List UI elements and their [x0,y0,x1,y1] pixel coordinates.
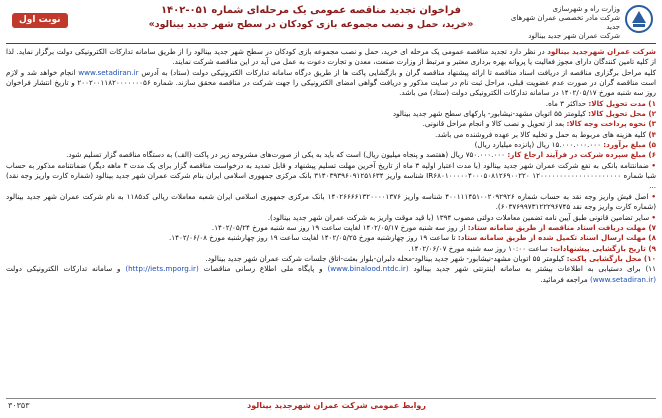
condition-item [6,213,656,223]
condition-label: ۱۰) محل بازگشایی پاکت: [566,253,656,263]
condition-label: ۸) مهلت ارسال اسناد تکمیل شده از طریق سامانه ستاد: [457,233,656,243]
setad-link[interactable]: www.setadiran.ir [78,67,139,77]
condition-item [6,99,656,109]
conditions-list [6,99,656,265]
condition-item [6,161,656,192]
info-paragraph [6,264,656,285]
notice-header [6,3,656,44]
procedure-text: کلیه مراحل برگزاری مناقصه از دریافت اسناد مناقصه تا ارائه پیشنهاد مناقصه گران و بازگشایی پاکت ها از طریق درگاه سامانه تدارکات الکترونیکی دولت (ستاد) به آدرس [138,67,656,77]
condition-text: ساعت ۱۰:۰۰ روز سه شنبه مورخ ۱۴۰۲/۰۶/۰۷. [408,243,551,253]
condition-item [6,244,656,254]
info-text-c: و سامانه تدارکات الکترونیکی دولت [6,264,126,274]
condition-label: ۷) مهلت دریافت اسناد مناقصه از طریق سامانه ستاد: [467,222,656,232]
condition-text: ۷۵۰.۰۰۰.۰۰۰ ریال (هفتصد و پنجاه میلیون ریال) است که باید به یکی از صورت‌های مشروحه زیر در پاکت (الف) به دستگاه مناقصه گزار تسلیم شود. [66,150,508,160]
condition-label: • [651,160,656,170]
intro-text: در نظر دارد تجدید مناقصه عمومی یک مرحله ای خرید، حمل و نصب مجموعه بازی کودکان در سطح شهر جدید بینالود را از طریق سامانه تدارکات الکترونیکی دولت برگزار نماید. لذا از کلیه تامین کنندگان دارای مجوز فعالیت یا پروانه بهره برداری معتبر و مرتبط از وزارت صنعت، معدن و تجارت دعوت به عمل می آید در این مناقصه شرکت نمایند. [6,47,656,67]
condition-text: کلیه هزینه های مربوط به حمل و تخلیه کالا بر عهده فروشنده می باشد. [435,129,649,139]
ministry-logo-icon [624,4,654,34]
publication-code: ۳۰۳۵۳ [8,401,30,410]
condition-item [6,192,656,213]
condition-text: ۱۵.۰۰۰.۰۰۰.۰۰۰ ریال (پانزده میلیارد ریال) [474,140,604,150]
condition-label: ۵) مبلغ برآورد: [603,140,656,150]
condition-text: اصل فیش واریز وجه نقد به حساب شماره ۴۰۰۱۱۱۴۵۱۰۰۲۰۹۲۹۲۶ شناسه واریز ۱۴۰۲۶۶۶۶۱۳۲۰۰۰۰۱۳۷۶ بانک مرکزی جمهوری اسلامی ایران شعبه معاملات ریالی کد۱۱۸۵ به نام شرکت عمران شهر جدید بینالود (شماره کارت واریز وجه نقد ۶۰۳۷۶۹۹۷۳۱۲۲۲۹۶۷۴۵). [6,191,656,212]
organization-block [502,5,620,41]
condition-label: ۹) تاریخ بازگشایی پیشنهادات: [550,243,656,253]
public-relations-signature: روابط عمومی شرکت عمران شهرجدید بینالود [247,401,426,410]
condition-text: کیلومتر ۵۵ اتوبان مشهد-نیشابور- شهر جدید بینالود-محله دلبران-بلوار بعثت-اتاق جلسات شرکت عمران شهر جدید بینالود. [205,253,567,263]
condition-item [6,254,656,264]
condition-item [6,223,656,233]
condition-item [6,119,656,129]
condition-label: • [651,191,656,201]
notice-body [6,47,656,285]
condition-label: ۲) محل تحویل کالا: [588,109,656,119]
condition-text: سایر تضامین قانونی طبق آیین نامه تضمین معاملات دولتی مصوب ۱۳۹۴ (با قید موقت واریز به شرکت عمران شهر جدید بینالود). [267,212,652,222]
condition-text: از روز سه شنبه مورخ ۱۴۰۲/۰۵/۱۷ لغایت ساعت ۱۹ روز سه شنبه مورخ ۱۴۰۲/۰۵/۲۴. [211,222,468,232]
title-block [126,4,496,32]
info-text-a: ۱۱) برای دستیابی به اطلاعات بیشتر به سامانه اینترنتی شهر جدید بینالود [408,264,656,274]
org-line-parent-company: شرکت مادر تخصصی عمران شهرهای جدید [510,14,620,31]
notice-subtitle: «خرید، حمل و نصب مجموعه بازی کودکان در سطح شهر جدید بینالود» [148,19,474,30]
iets-link[interactable]: (http://iets.mporg.ir) [125,264,199,274]
condition-label: ۴) [648,129,656,139]
info-text-d: مراجعه فرمائید. [540,274,591,284]
intro-lead: شرکت عمران شهرجدید بینالود [547,47,656,56]
condition-item [6,140,656,150]
condition-text: تا ساعت ۱۹ روز چهارشنبه مورخ ۱۴۰۲/۰۵/۲۵ لغایت ساعت ۱۹ روز چهارشنبه مورخ ۱۴۰۲/۰۶/۰۸. [168,233,458,243]
procedure-text-cont: انجام خواهد شد و لازم است مناقصه گران در صورت عدم عضویت قبلی، مراحل ثبت نام در سایت مذکور و دریافت گواهی امضای الکترونیکی را جهت شرکت در مناقصه محقق سازند. شماره ۲۰۰۲۰۰۱۱۸۲۰۰۰۰۰۰۰۵۶ و تاریخ انتشار فراخوان روز سه شنبه مورخ ۱۴۰۲/۰۵/۱۷ در سامانه تدارکات الکترونیکی دولت (ستاد) می باشد. [6,67,656,98]
intro-paragraph [6,47,656,68]
setad-link-2[interactable]: (www.setadiran.ir) [590,274,656,284]
condition-item [6,130,656,140]
info-text-b: و پایگاه ملی اطلاع رسانی مناقصات [198,264,328,274]
notice-footer [6,398,656,413]
condition-label: ۶) مبلغ سپرده شرکت در فرآیند ارجاع کار: [507,150,656,160]
org-line-company: شرکت عمران شهر جدید بینالود [528,32,620,40]
condition-item [6,150,656,160]
condition-item [6,109,656,119]
condition-label: ۳) نحوه پرداخت وجه کالا: [566,119,656,129]
condition-text: بعد از تحویل و نصب کالا و انجام مراحل قانونی. [422,119,567,129]
binalood-link[interactable]: (www.binalood.ntdc.ir) [327,264,409,274]
first-round-badge: نوبت اول [12,13,68,28]
condition-text: ضمانتنامه بانکی به نفع شرکت عمران شهر جدید بینالود (با مدت اعتبار اولیه ۳ ماه از تاریخ آخرین مهلت تسلیم پیشنهاد و قابل تمدید به درخواست مناقصه گزار برای یک مدت ۳ ماهه دیگر) ضمانتنامه مذکور به حساب شبا شماره ۱۲۰۰۰۰۰۰۰۰۰۰۰۰۰۰۰۰۰۰۰۰۰ IR۶۸۰۱۰۰۰۰۰۴۰۰۰۵۰۸۱۲۶۹۰۰۲۲۰ شناسه واریز ۳۱۴۰۳۹۳۹۶۰۹۱۲۵۱۶۳۴ بانک مرکزی جمهوری اسلامی ایران بنام شرکت عمران شهر جدید بینالود (شماره کارت واریز وجه نقد) ... [6,160,656,191]
condition-text: کیلومتر ۵۵ اتوبان مشهد-نیشابور- پارکهای سطح شهر جدید بینالود [392,109,589,119]
org-line-ministry: وزارت راه و شهرسازی [552,5,620,13]
condition-text: حداکثر ۳ ماه. [545,98,589,108]
notice-title: فراخوان تجدید مناقصه عمومی یک مرحله‌ای شماره ۰۵۱-۱۴۰۲ [160,5,462,16]
condition-item [6,233,656,243]
procedure-paragraph [6,68,656,99]
condition-label: ۱) مدت تحویل کالا: [588,98,656,108]
condition-label: • [651,212,656,222]
